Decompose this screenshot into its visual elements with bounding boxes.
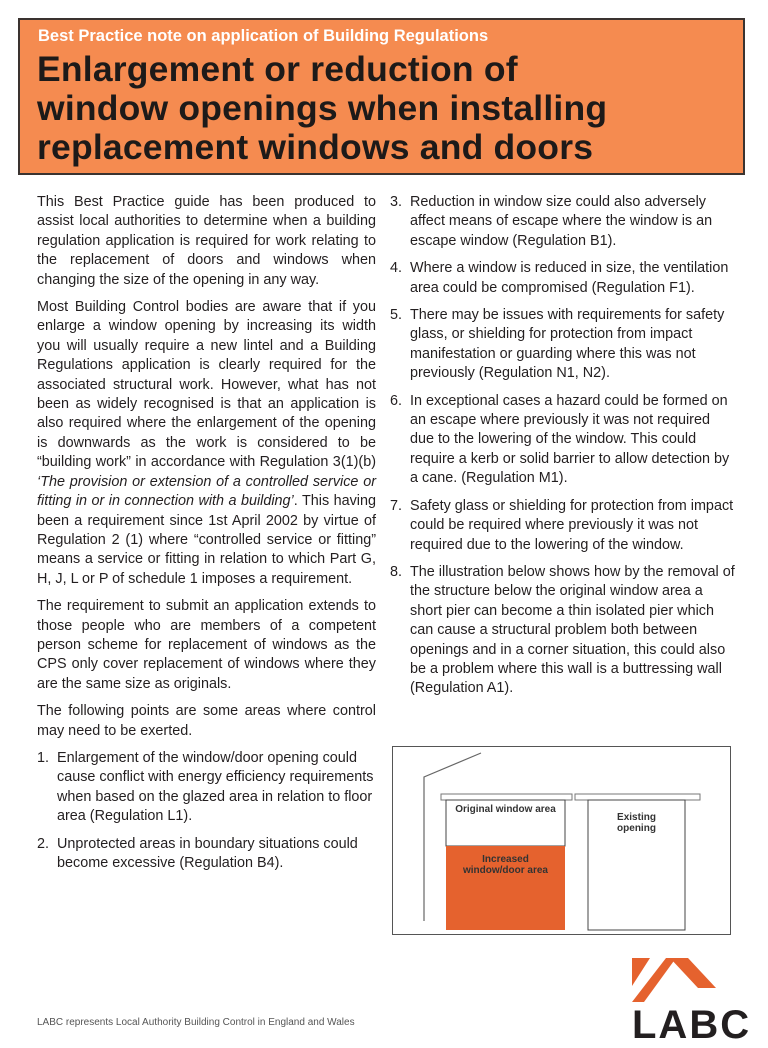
item-text: Enlargement of the window/door opening could cause conflict with energy efficiency requirements when based on the glazed area in relation to floor area (Regulation L1). xyxy=(57,749,374,825)
paragraph: The requirement to submit an application extends to those people who are members of a competent person scheme for replacement of windows as the CPS only cover replacement of windows where they are the same size as originals. xyxy=(37,598,376,692)
list-item xyxy=(390,392,735,489)
lintel-left xyxy=(441,794,572,800)
list-item xyxy=(390,193,735,251)
list-item xyxy=(390,259,735,298)
item-text: Reduction in window size could also adversely affect means of escape where the window is an escape window (Regulation B1). xyxy=(410,194,713,249)
diagram-drawing xyxy=(393,747,730,934)
list-item xyxy=(390,497,735,555)
text: Most Building Control bodies are aware that if you enlarge a window opening by increasing its width you will usually require a new lintel and a Building Regulations application is clearly required for the associated structural work. However, what has not been as widely recognised is that an application is also required where the enlargement of the opening is downwards as the work is considered to be “building work” in accordance with Regulation 3(1)(b) xyxy=(37,299,376,471)
list-item xyxy=(37,835,376,874)
item-number: 4. xyxy=(390,260,403,277)
title-line: Enlargement or reduction of xyxy=(37,49,518,89)
list-item xyxy=(37,749,376,827)
item-text: Unprotected areas in boundary situations could become excessive (Regulation B4). xyxy=(57,835,358,871)
item-number: 8. xyxy=(390,563,403,580)
item-number: 3. xyxy=(390,194,403,210)
logo-text: LABC xyxy=(632,1003,752,1047)
item-number: 1. xyxy=(37,749,50,766)
paragraph: This Best Practice guide has been produced to assist local authorities to determine when a building regulation application is required for work relating to the replacement of doors and windows when changing the size of the opening in any way. xyxy=(37,194,376,288)
item-number: 7. xyxy=(390,497,403,514)
quote: ‘The provision or extension of a controlled service or fitting in or in connection with a building’ xyxy=(37,473,376,510)
title-line: replacement windows and doors xyxy=(37,127,594,167)
item-number: 5. xyxy=(390,307,403,324)
increased-area-label: Increased window/door area xyxy=(462,854,548,876)
list-item xyxy=(390,306,735,384)
item-text: The illustration below shows how by the removal of the structure below the original window area a short pier can become a thin isolated pier which can cause a structural problem both between openings and in a corner situation, this could also be a problem where this wall is a buttressing wall (Regulation A1). xyxy=(410,563,735,697)
right-column xyxy=(390,193,735,707)
header-banner xyxy=(18,18,745,175)
lintel-right xyxy=(575,794,700,800)
window-diagram xyxy=(392,746,731,935)
original-window-label: Original window area xyxy=(455,804,556,815)
text: . This having been a requirement since 1st April 2002 by virtue of Regulation 2 (1) where “controlled service or fitting” means a service or fitting in relation to which Part G, H, J, L or P of schedule 1 imposes a requirement. xyxy=(37,493,376,587)
title-line: window openings when installing xyxy=(37,88,608,128)
item-text: Safety glass or shielding for protection from impact could be required where previously it was not required due to the lowering of the window. xyxy=(410,497,734,553)
existing-opening-label: Existing opening xyxy=(617,812,656,834)
paragraph: The following points are some areas where control may need to be exerted. xyxy=(37,703,376,739)
item-text: In exceptional cases a hazard could be formed on an escape where previously it was not required due to the lowering of the window. This could require a kerb or solid barrier to allow detection by a cane. (Regulation M1). xyxy=(410,392,730,487)
item-number: 6. xyxy=(390,392,403,409)
labc-logo-icon xyxy=(630,958,730,1004)
list-item xyxy=(390,563,735,699)
footer-text: LABC represents Local Authority Building Control in England and Wales xyxy=(37,1017,355,1028)
paragraph xyxy=(37,298,376,589)
left-column xyxy=(37,193,376,881)
page-title xyxy=(37,50,607,167)
item-text: There may be issues with requirements for safety glass, or shielding for protection from impact manifestation or guarding where this was not previously (Regulation N1, N2). xyxy=(410,307,725,382)
item-text: Where a window is reduced in size, the ventilation area could be compromised (Regulation F1). xyxy=(410,260,729,296)
subtitle: Best Practice note on application of Building Regulations xyxy=(38,27,489,45)
item-number: 2. xyxy=(37,835,50,852)
